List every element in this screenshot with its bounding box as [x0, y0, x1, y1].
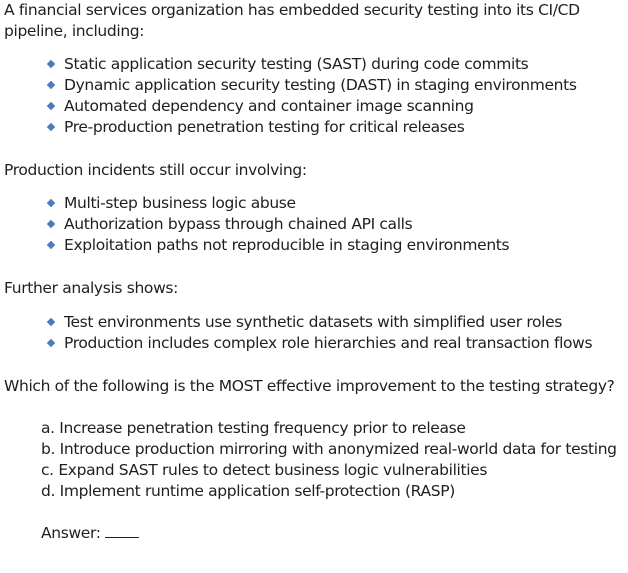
analysis-heading: Further analysis shows: [4, 279, 178, 297]
intro-line-1: A financial services organization has embedded security testing into its CI/CD [4, 1, 580, 19]
diamond-bullet-icon [47, 60, 55, 68]
list-item [4, 312, 626, 333]
diamond-bullet-icon [47, 199, 55, 207]
list-item-text: Multi-step business logic abuse [64, 194, 296, 212]
list-item [4, 333, 626, 354]
list-item-text: Pre-production penetration testing for critical releases [64, 118, 465, 136]
option-a: a. Increase penetration testing frequency prior to release [41, 419, 466, 437]
list-item-text: Production includes complex role hierarchies and real transaction flows [64, 334, 593, 352]
question-prompt: Which of the following is the MOST effective improvement to the testing strategy? [4, 377, 615, 395]
question-document [4, 0, 626, 544]
list-item-text: Exploitation paths not reproducible in staging environments [64, 236, 510, 254]
list-item [4, 117, 626, 138]
incidents-list [4, 193, 626, 256]
list-item-text: Static application security testing (SAST) during code commits [64, 55, 529, 73]
intro-line-2: pipeline, including: [4, 22, 145, 40]
practices-list [4, 54, 626, 138]
option-b: b. Introduce production mirroring with anonymized real-world data for testing [41, 440, 617, 458]
diamond-bullet-icon [47, 220, 55, 228]
list-item [4, 75, 626, 96]
diamond-bullet-icon [47, 339, 55, 347]
list-item [4, 96, 626, 117]
diamond-bullet-icon [47, 81, 55, 89]
list-item-text: Automated dependency and container image scanning [64, 97, 474, 115]
list-item [4, 193, 626, 214]
diamond-bullet-icon [47, 241, 55, 249]
list-item [4, 235, 626, 256]
diamond-bullet-icon [47, 318, 55, 326]
list-item-text: Dynamic application security testing (DAST) in staging environments [64, 76, 577, 94]
findings-list [4, 312, 626, 354]
list-item-text: Test environments use synthetic datasets with simplified user roles [64, 313, 563, 331]
answer-row [4, 523, 626, 544]
option-d: d. Implement runtime application self-protection (RASP) [41, 482, 455, 500]
list-item-text: Authorization bypass through chained API calls [64, 215, 413, 233]
list-item [4, 54, 626, 75]
diamond-bullet-icon [47, 123, 55, 131]
option-c: c. Expand SAST rules to detect business logic vulnerabilities [41, 461, 488, 479]
answer-blank[interactable] [105, 523, 139, 538]
incidents-heading: Production incidents still occur involving: [4, 161, 307, 179]
answer-label: Answer: [41, 524, 101, 542]
list-item [4, 214, 626, 235]
options-list [4, 418, 626, 502]
diamond-bullet-icon [47, 102, 55, 110]
